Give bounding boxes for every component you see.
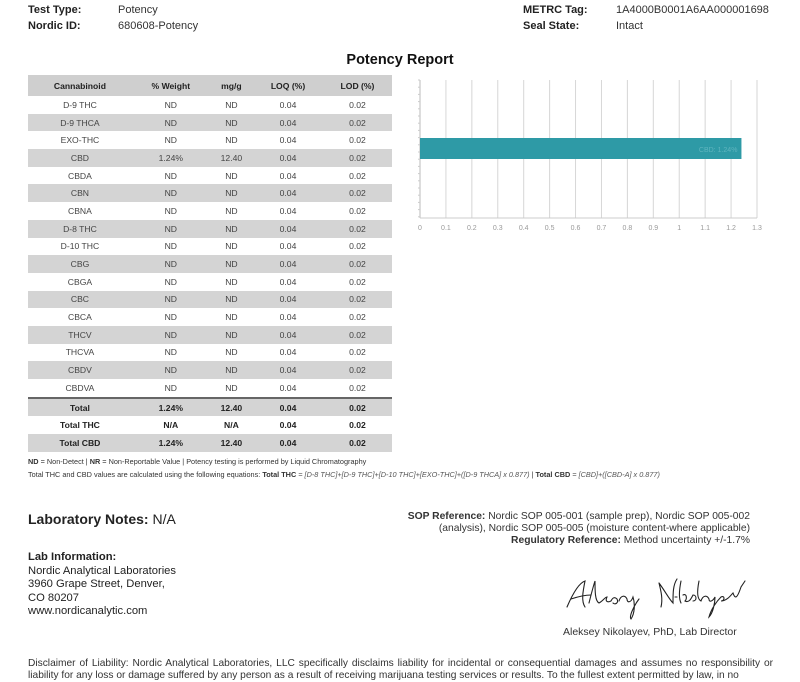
total-cell: 0.04 xyxy=(253,434,323,452)
table-row xyxy=(28,379,392,398)
lab-street: 3960 Grape Street, Denver, xyxy=(28,578,165,590)
table-row xyxy=(28,131,392,149)
x-tick-label: 0.8 xyxy=(622,225,633,232)
table-cell: ND xyxy=(132,291,210,309)
table-cell: ND xyxy=(225,135,238,146)
table-cell: ND xyxy=(225,276,238,287)
table-cell: 0.02 xyxy=(323,255,392,273)
column-header: LOD (%) xyxy=(323,75,392,96)
table-cell: ND xyxy=(210,326,253,344)
footnote-legend xyxy=(28,457,366,466)
total-cell: 12.40 xyxy=(210,434,253,452)
table-row xyxy=(28,238,392,256)
table-cell: 0.04 xyxy=(253,220,323,238)
table-row xyxy=(28,273,392,291)
total-cell: Total THC xyxy=(59,420,100,431)
potency-table xyxy=(28,75,392,452)
equation-separator: | xyxy=(529,470,536,479)
table-cell: CBCA xyxy=(67,312,92,323)
total-cell: 0.02 xyxy=(349,420,366,431)
table-cell: 0.02 xyxy=(323,184,392,202)
sop-reference xyxy=(390,511,750,547)
metrc-tag-label: METRC Tag: xyxy=(523,4,588,16)
total-cell: Total xyxy=(28,398,132,417)
table-cell: 0.02 xyxy=(323,291,392,309)
table-cell: ND xyxy=(132,255,210,273)
table-cell: ND xyxy=(210,291,253,309)
x-tick-label: 1.2 xyxy=(726,225,736,232)
table-cell: ND xyxy=(164,170,178,181)
table-cell: CBG xyxy=(28,255,132,273)
table-row xyxy=(28,184,392,202)
disclaimer: Disclaimer of Liability: Nordic Analytical Laboratories, LLC specifically disclaims liability for incidental or consequential damages and assumes no responsibility or liability for any loss or damage suffered by any person as a result of receiving marijuana testing services or results. To the fullest extent permitted by law, in no xyxy=(28,658,773,681)
table-cell: 0.04 xyxy=(253,361,323,379)
table-cell: ND xyxy=(132,114,210,132)
laboratory-notes xyxy=(28,511,176,527)
x-tick-label: 0.5 xyxy=(544,225,555,232)
table-cell: ND xyxy=(225,347,238,358)
nordic-id-value: 680608-Potency xyxy=(118,20,199,32)
column-header: mg/g xyxy=(210,75,253,96)
table-cell: 0.02 xyxy=(349,347,366,358)
total-cell: 0.02 xyxy=(323,398,392,417)
regulatory-label: Regulatory Reference: xyxy=(511,535,621,546)
x-tick-label: 0.4 xyxy=(518,225,529,232)
x-tick-label: 0.6 xyxy=(570,225,581,232)
nd-abbr: ND xyxy=(28,457,39,466)
table-cell: ND xyxy=(132,326,210,344)
table-cell: ND xyxy=(164,276,178,287)
total-cell: 1.24% xyxy=(132,398,210,417)
table-cell: D-10 THC xyxy=(60,241,100,252)
nr-text: = Non-Reportable Value | Potency testing is performed by Liquid Chromatography xyxy=(100,457,367,466)
table-cell: 0.04 xyxy=(279,135,297,146)
total-cell: 0.02 xyxy=(323,434,392,452)
table-cell: ND xyxy=(164,241,178,252)
table-cell: ND xyxy=(210,255,253,273)
table-cell: 0.04 xyxy=(253,149,323,167)
table-cell: CBDV xyxy=(28,361,132,379)
table-cell: CBDA xyxy=(67,170,92,181)
table-cell: ND xyxy=(164,312,178,323)
table-row xyxy=(28,361,392,379)
table-cell: 0.02 xyxy=(323,326,392,344)
table-cell: ND xyxy=(210,220,253,238)
x-tick-label: 0.3 xyxy=(492,225,503,232)
x-tick-label: 0.9 xyxy=(648,225,659,232)
total-cell: Total CBD xyxy=(28,434,132,452)
x-tick-label: 1 xyxy=(677,225,682,232)
total-cell: 0.04 xyxy=(279,420,297,431)
table-cell: 0.04 xyxy=(279,170,297,181)
table-cell: D-9 THC xyxy=(63,99,97,110)
table-cell: THCV xyxy=(28,326,132,344)
table-cell: 0.02 xyxy=(349,135,366,146)
table-cell: D-8 THC xyxy=(28,220,132,238)
table-row xyxy=(28,255,392,273)
table-cell: 0.04 xyxy=(279,99,297,110)
x-tick-label: 0 xyxy=(418,225,422,232)
total-cell: 1.24% xyxy=(132,434,210,452)
table-cell: ND xyxy=(210,184,253,202)
table-cell: 0.02 xyxy=(349,276,366,287)
potency-chart xyxy=(410,72,770,232)
total-cell: 12.40 xyxy=(210,398,253,417)
table-cell: ND xyxy=(225,241,238,252)
signature-image xyxy=(555,573,755,623)
column-header: LOQ (%) xyxy=(253,75,323,96)
table-cell: ND xyxy=(225,170,238,181)
table-cell: ND xyxy=(164,99,178,110)
table-cell: 0.04 xyxy=(253,255,323,273)
table-cell: 0.04 xyxy=(253,291,323,309)
total-cbd-equation: = [CBD]+([CBD-A] x 0.877) xyxy=(570,470,660,479)
total-thc-label: Total THC xyxy=(262,470,297,479)
seal-state-value: Intact xyxy=(616,20,643,32)
lab-info-heading: Lab Information: xyxy=(28,551,117,563)
table-cell: 0.02 xyxy=(349,382,366,393)
table-cell: THCVA xyxy=(65,347,95,358)
table-cell: CBN xyxy=(28,184,132,202)
table-cell: CBGA xyxy=(67,276,93,287)
total-row xyxy=(28,398,392,417)
lab-notes-label: Laboratory Notes: xyxy=(28,511,149,527)
total-cbd-label: Total CBD xyxy=(535,470,571,479)
table-cell: 0.02 xyxy=(349,241,366,252)
signatory-name: Aleksey Nikolayev, PhD, Lab Director xyxy=(563,626,737,638)
table-cell: 0.02 xyxy=(323,114,392,132)
table-cell: 0.04 xyxy=(279,205,297,216)
table-cell: 0.02 xyxy=(349,170,366,181)
table-cell: ND xyxy=(225,205,238,216)
table-cell: 0.04 xyxy=(253,184,323,202)
report-title: Potency Report xyxy=(346,52,454,68)
regulatory-text: Method uncertainty +/-1.7% xyxy=(620,535,750,546)
x-tick-label: 0.1 xyxy=(441,225,451,232)
bar-cbd xyxy=(420,138,741,159)
lab-city: CO 80207 xyxy=(28,591,79,604)
table-cell: ND xyxy=(132,220,210,238)
table-cell: CBC xyxy=(28,291,132,309)
table-cell: ND xyxy=(210,361,253,379)
table-row xyxy=(28,149,392,167)
table-cell: ND xyxy=(164,205,178,216)
footnote-equations xyxy=(28,470,660,479)
table-row xyxy=(28,114,392,132)
total-cell: N/A xyxy=(163,420,179,431)
table-row xyxy=(28,202,392,220)
nr-abbr: NR xyxy=(89,457,101,466)
total-row xyxy=(28,416,392,434)
equations-intro: Total THC and CBD values are calculated using the following equations: xyxy=(28,470,263,479)
lab-information xyxy=(28,551,176,619)
table-cell: ND xyxy=(210,114,253,132)
table-cell: 0.02 xyxy=(349,99,366,110)
table-cell: 0.04 xyxy=(279,382,297,393)
sop-label: SOP Reference: xyxy=(407,511,486,522)
table-cell: 0.02 xyxy=(323,361,392,379)
total-row xyxy=(28,434,392,452)
table-cell: D-9 THCA xyxy=(28,114,132,132)
table-cell: ND xyxy=(132,361,210,379)
metrc-tag-value: 1A4000B0001A6AA000001698 xyxy=(616,4,769,16)
table-row xyxy=(28,291,392,309)
table-header-row xyxy=(28,75,392,96)
sop-text: Nordic SOP 005-001 (sample prep), Nordic SOP 005-002 (analysis), Nordic SOP 005-005 (moisture content-where applicable) xyxy=(438,511,750,534)
lab-notes-value: N/A xyxy=(148,511,176,527)
column-header: % Weight xyxy=(132,75,210,96)
table-body xyxy=(28,96,392,452)
table-cell: ND xyxy=(164,135,178,146)
table-row xyxy=(28,167,392,185)
table-cell: ND xyxy=(225,382,238,393)
total-cell: 0.04 xyxy=(253,398,323,417)
x-tick-label: 0.2 xyxy=(466,225,477,232)
total-thc-equation: = [D-8 THC]+[D-9 THC]+[D-10 THC]+[EXO-THC]+([D-9 THCA] x 0.877) xyxy=(296,470,530,479)
table-cell: 0.02 xyxy=(349,205,366,216)
column-header: Cannabinoid xyxy=(28,75,132,96)
table-cell: 0.04 xyxy=(279,276,297,287)
table-cell: 0.02 xyxy=(349,312,366,323)
table-cell: 0.04 xyxy=(253,326,323,344)
seal-state-label: Seal State: xyxy=(523,20,580,32)
table-row xyxy=(28,220,392,238)
nordic-id-label: Nordic ID: xyxy=(28,20,81,32)
table-row xyxy=(28,308,392,326)
test-type-value: Potency xyxy=(118,4,158,16)
x-tick-label: 1.3 xyxy=(752,225,762,232)
table-cell: EXO-THC xyxy=(60,135,100,146)
table-cell: ND xyxy=(225,312,238,323)
table-cell: CBDVA xyxy=(65,382,95,393)
x-tick-label: 0.7 xyxy=(596,225,607,232)
table-cell: ND xyxy=(225,99,238,110)
table-cell: ND xyxy=(164,347,178,358)
nd-text: = Non-Detect | xyxy=(38,457,90,466)
lab-name: Nordic Analytical Laboratories xyxy=(28,564,176,577)
table-cell: CBNA xyxy=(67,205,92,216)
x-tick-label: 1.1 xyxy=(700,225,711,232)
table-cell: CBD xyxy=(28,149,132,167)
table-row xyxy=(28,344,392,362)
table-cell: 12.40 xyxy=(210,149,253,167)
test-type-label: Test Type: xyxy=(28,4,82,16)
table-row xyxy=(28,96,392,114)
table-row xyxy=(28,326,392,344)
table-cell: ND xyxy=(132,184,210,202)
table-cell: 0.02 xyxy=(323,149,392,167)
table-cell: 0.04 xyxy=(253,114,323,132)
table-cell: ND xyxy=(164,382,178,393)
total-cell: N/A xyxy=(223,420,239,431)
table-cell: 1.24% xyxy=(132,149,210,167)
table-cell: 0.04 xyxy=(279,312,297,323)
lab-website[interactable]: www.nordicanalytic.com xyxy=(28,605,148,617)
bar-data-label: CBD: 1.24% xyxy=(698,147,738,154)
table-cell: 0.04 xyxy=(279,347,297,358)
table-cell: 0.04 xyxy=(279,241,297,252)
table-cell: 0.02 xyxy=(323,220,392,238)
